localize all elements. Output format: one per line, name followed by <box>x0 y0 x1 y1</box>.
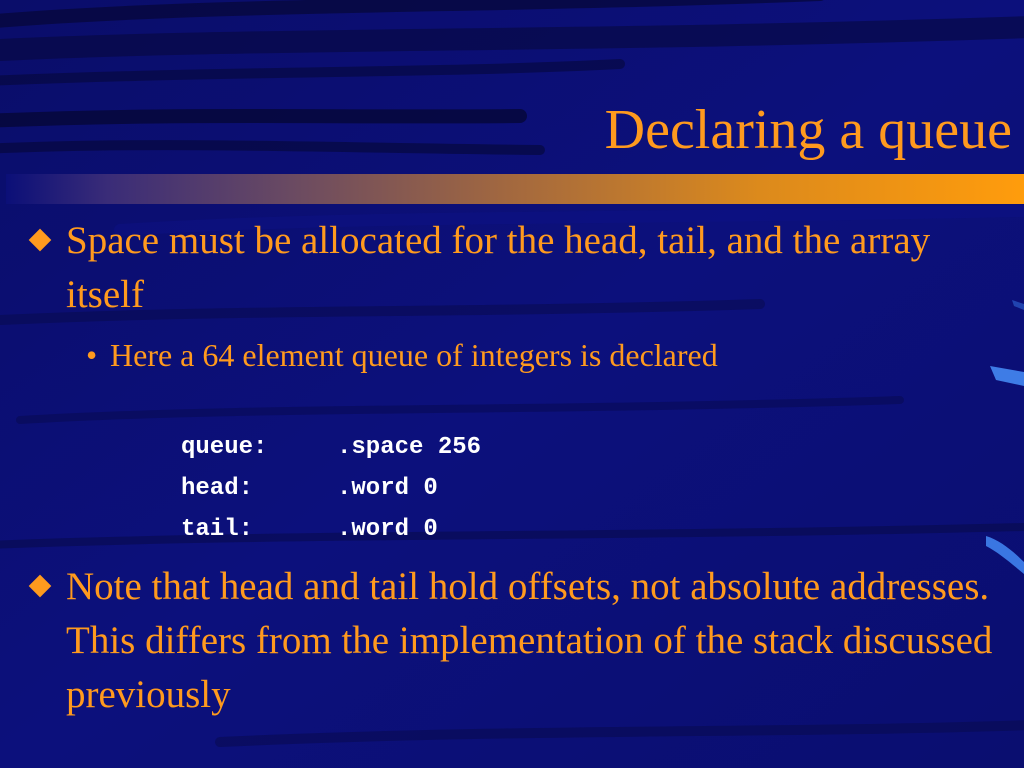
code-line-queue <box>181 430 481 471</box>
dot-bullet-icon: • <box>86 337 98 373</box>
diamond-bullet-icon <box>29 229 52 252</box>
code-line-tail <box>181 512 481 553</box>
code-directive: .space 256 <box>337 434 482 461</box>
code-label: queue: <box>181 434 268 461</box>
sub-bullet-text: Here a 64 element queue of integers is declared <box>110 337 718 373</box>
diamond-bullet-icon <box>29 575 52 598</box>
slide-title: Declaring a queue <box>604 99 1012 161</box>
bullet-text: Space must be allocated for the head, tail, and the array itself <box>66 219 931 316</box>
code-directive: .word 0 <box>337 475 438 502</box>
code-block <box>181 430 481 553</box>
code-label: head: <box>181 475 254 502</box>
bullet-item-offsets-note <box>30 560 1000 722</box>
bullet-item-space-allocation <box>30 214 1000 322</box>
sub-bullet-item <box>86 334 718 376</box>
code-directive: .word 0 <box>337 516 438 543</box>
code-line-head <box>181 471 481 512</box>
bullet-text: Note that head and tail hold offsets, not absolute addresses. This differs from the implementation of the stack discussed previously <box>66 565 993 716</box>
title-divider-bar <box>6 174 1024 204</box>
code-label: tail: <box>181 516 254 543</box>
